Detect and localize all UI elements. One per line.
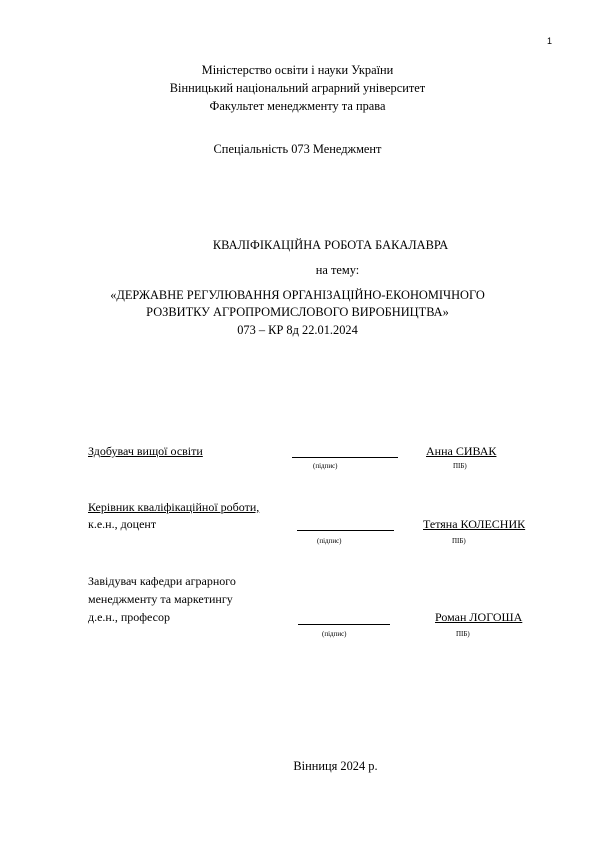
student-name-caption: ПІБ): [453, 462, 467, 470]
head-degree: д.е.н., професор: [88, 610, 171, 624]
head-name: Роман ЛОГОША: [435, 610, 523, 624]
student-signature-line: [292, 457, 398, 458]
supervisor-name: Тетяна КОЛЕСНИК: [423, 517, 526, 531]
supervisor-name-caption: ПІБ): [452, 537, 466, 545]
supervisor-role: Керівник кваліфікаційної роботи,: [88, 500, 260, 514]
specialty: Спеціальність 073 Менеджмент: [213, 142, 382, 156]
faculty-name: Факультет менеджменту та права: [209, 99, 386, 113]
head-signature-line: [298, 624, 390, 625]
work-type-title: КВАЛІФІКАЦІЙНА РОБОТА БАКАЛАВРА: [212, 238, 449, 252]
supervisor-degree: к.е.н., доцент: [88, 517, 157, 531]
on-topic-label: на тему:: [315, 263, 360, 277]
supervisor-signature-line: [297, 530, 394, 531]
student-name: Анна СИВАК: [426, 444, 497, 458]
head-role-line-1: Завідувач кафедри аграрного: [88, 574, 236, 588]
head-role-line-2: менеджменту та маркетингу: [88, 592, 233, 606]
topic-line-2: РОЗВИТКУ АГРОПРОМИСЛОВОГО ВИРОБНИЦТВА»: [146, 305, 449, 319]
student-signature-caption: (підпис): [313, 462, 338, 470]
topic-line-1: «ДЕРЖАВНЕ РЕГУЛЮВАННЯ ОРГАНІЗАЦІЙНО-ЕКОНОМІЧНОГО: [110, 288, 485, 302]
university-name: Вінницький національний аграрний університет: [169, 81, 426, 95]
student-role: Здобувач вищої освіти: [88, 444, 203, 458]
page-number: 1: [546, 36, 552, 46]
supervisor-signature-caption: (підпис): [317, 537, 342, 545]
city-year-footer: Вінниця 2024 р.: [293, 759, 378, 773]
work-code: 073 – КР 8д 22.01.2024: [237, 323, 358, 337]
head-signature-caption: (підпис): [322, 630, 347, 638]
ministry-name: Міністерство освіти і науки України: [201, 63, 394, 77]
head-name-caption: ПІБ): [456, 630, 470, 638]
